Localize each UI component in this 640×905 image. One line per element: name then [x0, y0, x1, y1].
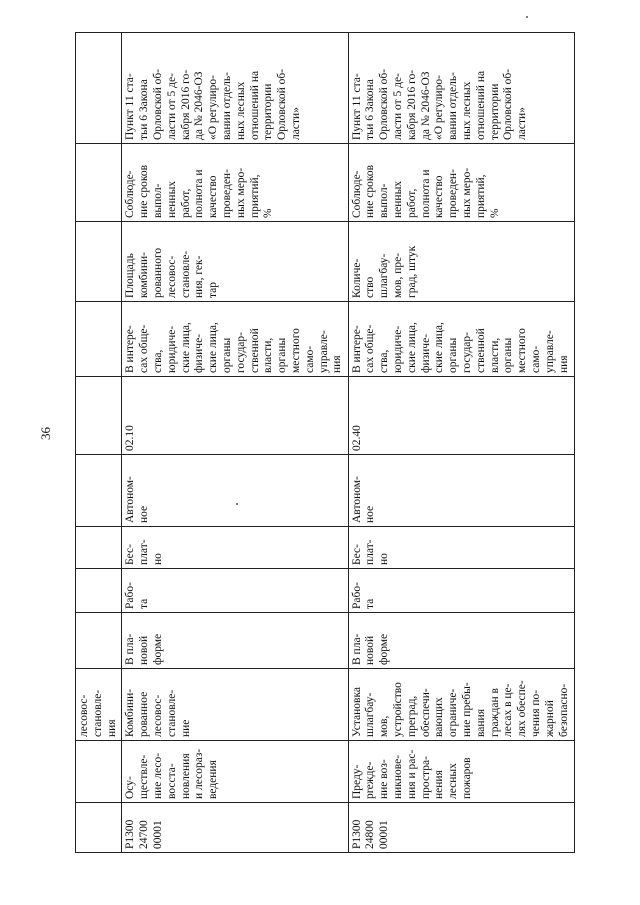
cell-pay: Бес- плат- но [348, 527, 574, 569]
cell-quality [76, 144, 122, 222]
cell-okved: 02.40 [348, 377, 574, 455]
cell-content: Комбини- рованное лесовос- становле- ние [122, 669, 348, 741]
cell-pay: Бес- плат- но [122, 527, 348, 569]
page-number: 36 [38, 427, 53, 440]
cell-basis: Пункт 11 ста- тьи 6 Закона Орловской об- ласти от 5 де- кабря 2016 го- да № 2046-ОЗ «О регулиро- вании отдель- ных лесных отношений на территории Орловской об- ласти» [348, 33, 574, 144]
cell-code: Р1300 24700 00001 [122, 803, 348, 853]
cell-type: Рабо- та [348, 569, 574, 613]
cell-consumers [76, 302, 122, 377]
cell-basis: Пункт 11 ста- тьи 6 Закона Орловской об- ласти от 5 де- кабря 2016 го- да № 2046-ОЗ «О регулиро- вании отдель- ных лесных отношений на территории Орловской об- ласти» [122, 33, 348, 144]
cell-consumers: В интере- сах обще- ства, юридиче- ские лица, физиче- ские лица, органы государ- ственной власти, органы местного само- управле- ния [122, 302, 348, 377]
cell-okved [76, 377, 122, 455]
table-row [122, 33, 348, 853]
cell-volume [76, 222, 122, 302]
cell-quality: Соблюде- ние сроков выпол- ненных работ, полнота и качество проведен- ных меро- приятий, % [348, 144, 574, 222]
cell-volume: Количе- ство шлагбау- мов, пре- град, штук [348, 222, 574, 302]
cell-type [76, 569, 122, 613]
cell-code: Р1300 24800 00001 [348, 803, 574, 853]
cell-quality: Соблюде- ние сроков выпол- ненных работ, полнота и качество проведен- ных меро- приятий, % [122, 144, 348, 222]
cell-okved: 02.10 [122, 377, 348, 455]
scan-speck [526, 16, 528, 18]
cell-institution: Автоном- ное [348, 455, 574, 527]
cell-basis [76, 33, 122, 144]
rotated-table-wrapper [75, 33, 575, 853]
cell-institution [76, 455, 122, 527]
cell-type: Рабо- та [122, 569, 348, 613]
table-row [348, 33, 574, 853]
cell-form: В пла- новой форме [348, 613, 574, 669]
registry-table [75, 32, 575, 853]
cell-pay [76, 527, 122, 569]
cell-form [76, 613, 122, 669]
cell-content: лесовос- становле- ния [76, 669, 122, 741]
cell-form: В пла- новой форме [122, 613, 348, 669]
cell-code [76, 803, 122, 853]
cell-consumers: В интере- сах обще- ства, юридиче- ские лица, физиче- ские лица, органы государ- ственной власти, органы местного само- управле- ния [348, 302, 574, 377]
cell-name [76, 741, 122, 803]
cell-content: Установка шлагбау- мов, устройство преград, обеспечи- вающих ограниче- ние пребы- вания граждан в лесах в це- лях обеспе- чения по- жарной безопасно- [348, 669, 574, 741]
cell-name: Осу- ществле- ние лесо- восста- новления и лесораз- ведения [122, 741, 348, 803]
scan-speck [236, 503, 238, 505]
cell-name: Преду- preжде- ние воз- никнове- ния и рас- простра- нения лесных пожаров [348, 741, 574, 803]
cell-institution: Автоном- ное [122, 455, 348, 527]
cell-volume: Площадь комбини- рованного лесовос- становле- ния, гек- тар [122, 222, 348, 302]
carry-over-row [76, 33, 122, 853]
